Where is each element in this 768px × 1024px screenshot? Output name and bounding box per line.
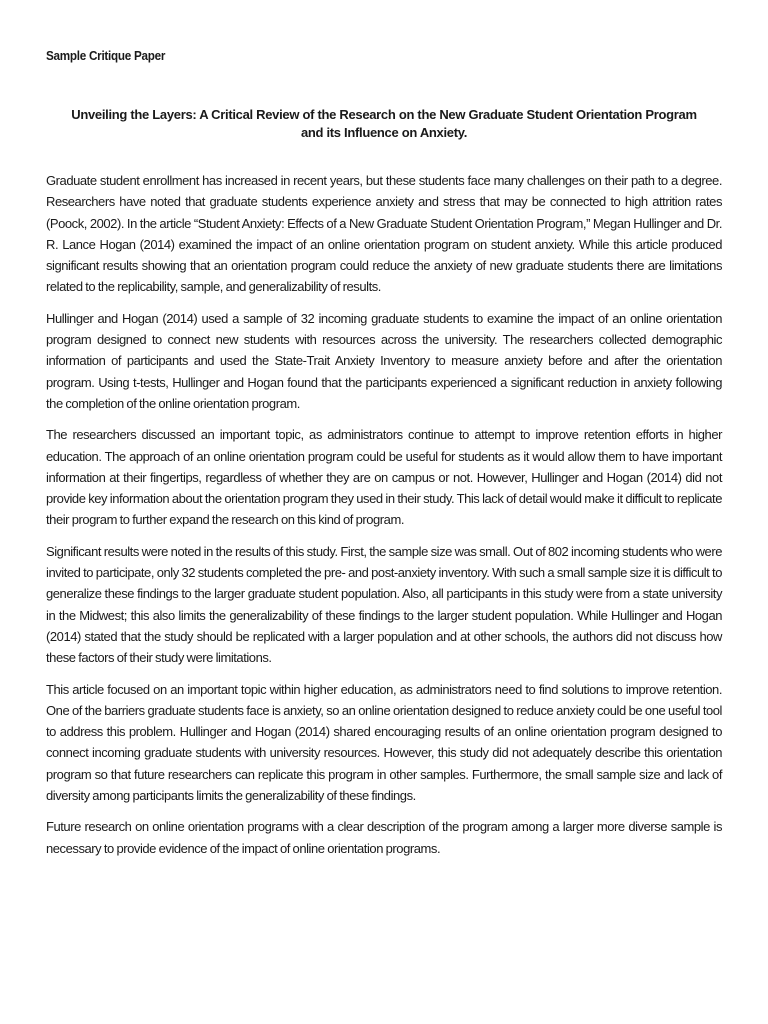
paragraph: This article focused on an important topic within higher education, as administrators need to find solutions to improve retention. One of the barriers graduate students face is anxiety, so an online orientation designed to reduce anxiety could be one useful tool to address this problem. Hullinger and Hogan (2014) shared encouraging results of an online orientation program designed to connect incoming graduate students with university resources. However, this study did not adequately describe this orientation program so that future researchers can replicate this program in other samples. Furthermore, the small sample size and lack of diversity among participants limits the generalizability of these findings. — [46, 681, 722, 804]
document-title-line-1: Unveiling the Layers: A Critical Review of the Research on the New Graduate Student Orientation Program — [71, 107, 697, 122]
paragraph: Hullinger and Hogan (2014) used a sample of 32 incoming graduate students to examine the impact of an online orientation program designed to connect new students with resources across the university. The researchers collected demographic information of participants and used the State-Trait Anxiety Inventory to measure anxiety before and after the orientation program. Using t-tests, Hullinger and Hogan found that the participants experienced a significant reduction in anxiety following the completion of the online orientation program. — [46, 310, 722, 411]
paragraph: The researchers discussed an important topic, as administrators continue to attempt to improve retention efforts in higher education. The approach of an online orientation program could be useful for students as it would allow them to have important information at their fingertips, regardless of whether they are on campus or not. However, Hullinger and Hogan (2014) did not provide key information about the orientation program they used in their study. This lack of detail would make it difficult to replicate their program to further expand the research on this kind of program. — [46, 427, 722, 528]
document-title — [46, 106, 722, 142]
paragraph: Future research on online orientation programs with a clear description of the program among a larger more diverse sample is necessary to provide evidence of the impact of online orientation programs. — [46, 819, 722, 856]
paragraph: Graduate student enrollment has increased in recent years, but these students face many challenges on their path to a degree. Researchers have noted that graduate students experience anxiety and stress that may be connected to high attrition rates (Poock, 2002). In the article “Student Anxiety: Effects of a New Graduate Student Orientation Program,” Megan Hullinger and Dr. R. Lance Hogan (2014) examined the impact of an online orientation program on student anxiety. While this article produced significant results showing that an orientation program could reduce the anxiety of new graduate students there are limitations related to the replicability, sample, and generalizability of results. — [46, 173, 722, 295]
document-body — [46, 170, 722, 869]
document-title-line-2: and its Influence on Anxiety. — [300, 125, 468, 140]
document-label: Sample Critique Paper — [46, 48, 166, 63]
paragraph: Significant results were noted in the results of this study. First, the sample size was small. Out of 802 incoming students who were invited to participate, only 32 students completed the pre- and post-anxiety inventory. With such a small sample size it is difficult to generalize these findings to the larger graduate student population. Also, all participants in this study were from a state university in the Midwest; this also limits the generalizability of these findings to the larger student population. While Hullinger and Hogan (2014) stated that the study should be replicated with a larger population and at other schools, the authors did not discuss how these factors of their study were limitations. — [46, 543, 722, 666]
